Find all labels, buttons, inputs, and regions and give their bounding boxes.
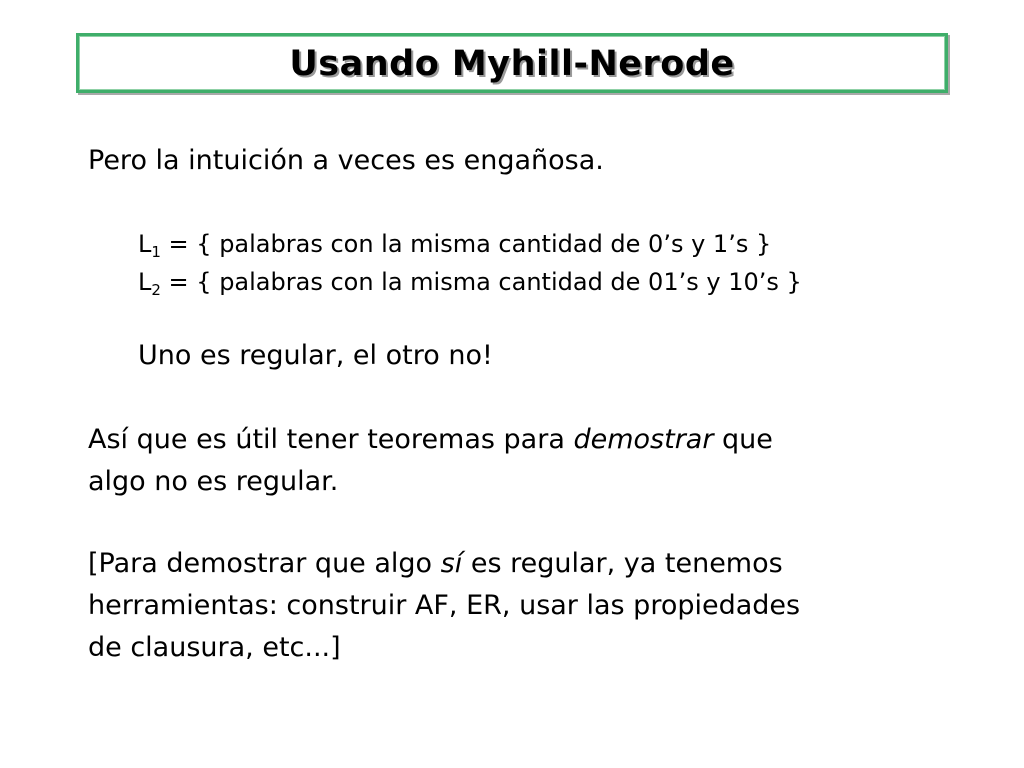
usefulness-line-2: algo no es regular. <box>88 466 339 497</box>
usefulness-line-1 <box>88 422 773 458</box>
title-box <box>76 33 948 93</box>
usefulness-after: que <box>713 424 773 455</box>
language-l2-symbol: L <box>138 268 152 296</box>
intro-text: Pero la intuición a veces es engañosa. <box>88 145 604 176</box>
language-l1-index: 1 <box>151 243 161 261</box>
language-l1-symbol: L <box>138 230 152 258</box>
slide-title: Usando Myhill-Nerode <box>289 44 735 84</box>
language-l2-definition: = { palabras con la misma cantidad de 01’s y 10’s } <box>160 268 802 296</box>
remark-text: Uno es regular, el otro no! <box>138 340 493 371</box>
usefulness-before: Así que es útil tener teoremas para <box>88 424 574 455</box>
bracket-line-1 <box>88 546 783 582</box>
usefulness-emphasis: demostrar <box>573 424 714 455</box>
language-l2-index: 2 <box>151 281 161 299</box>
bracket-line-2: herramientas: construir AF, ER, usar las propiedades <box>88 590 801 621</box>
bracket-emphasis: sí <box>440 548 463 579</box>
bracket-after: es regular, ya tenemos <box>462 548 783 579</box>
language-l2 <box>138 264 802 308</box>
bracket-before: [Para demostrar que algo <box>88 548 441 579</box>
language-l1-definition: = { palabras con la misma cantidad de 0’s y 1’s } <box>160 230 772 258</box>
bracket-line-3: de clausura, etc...] <box>88 632 341 663</box>
